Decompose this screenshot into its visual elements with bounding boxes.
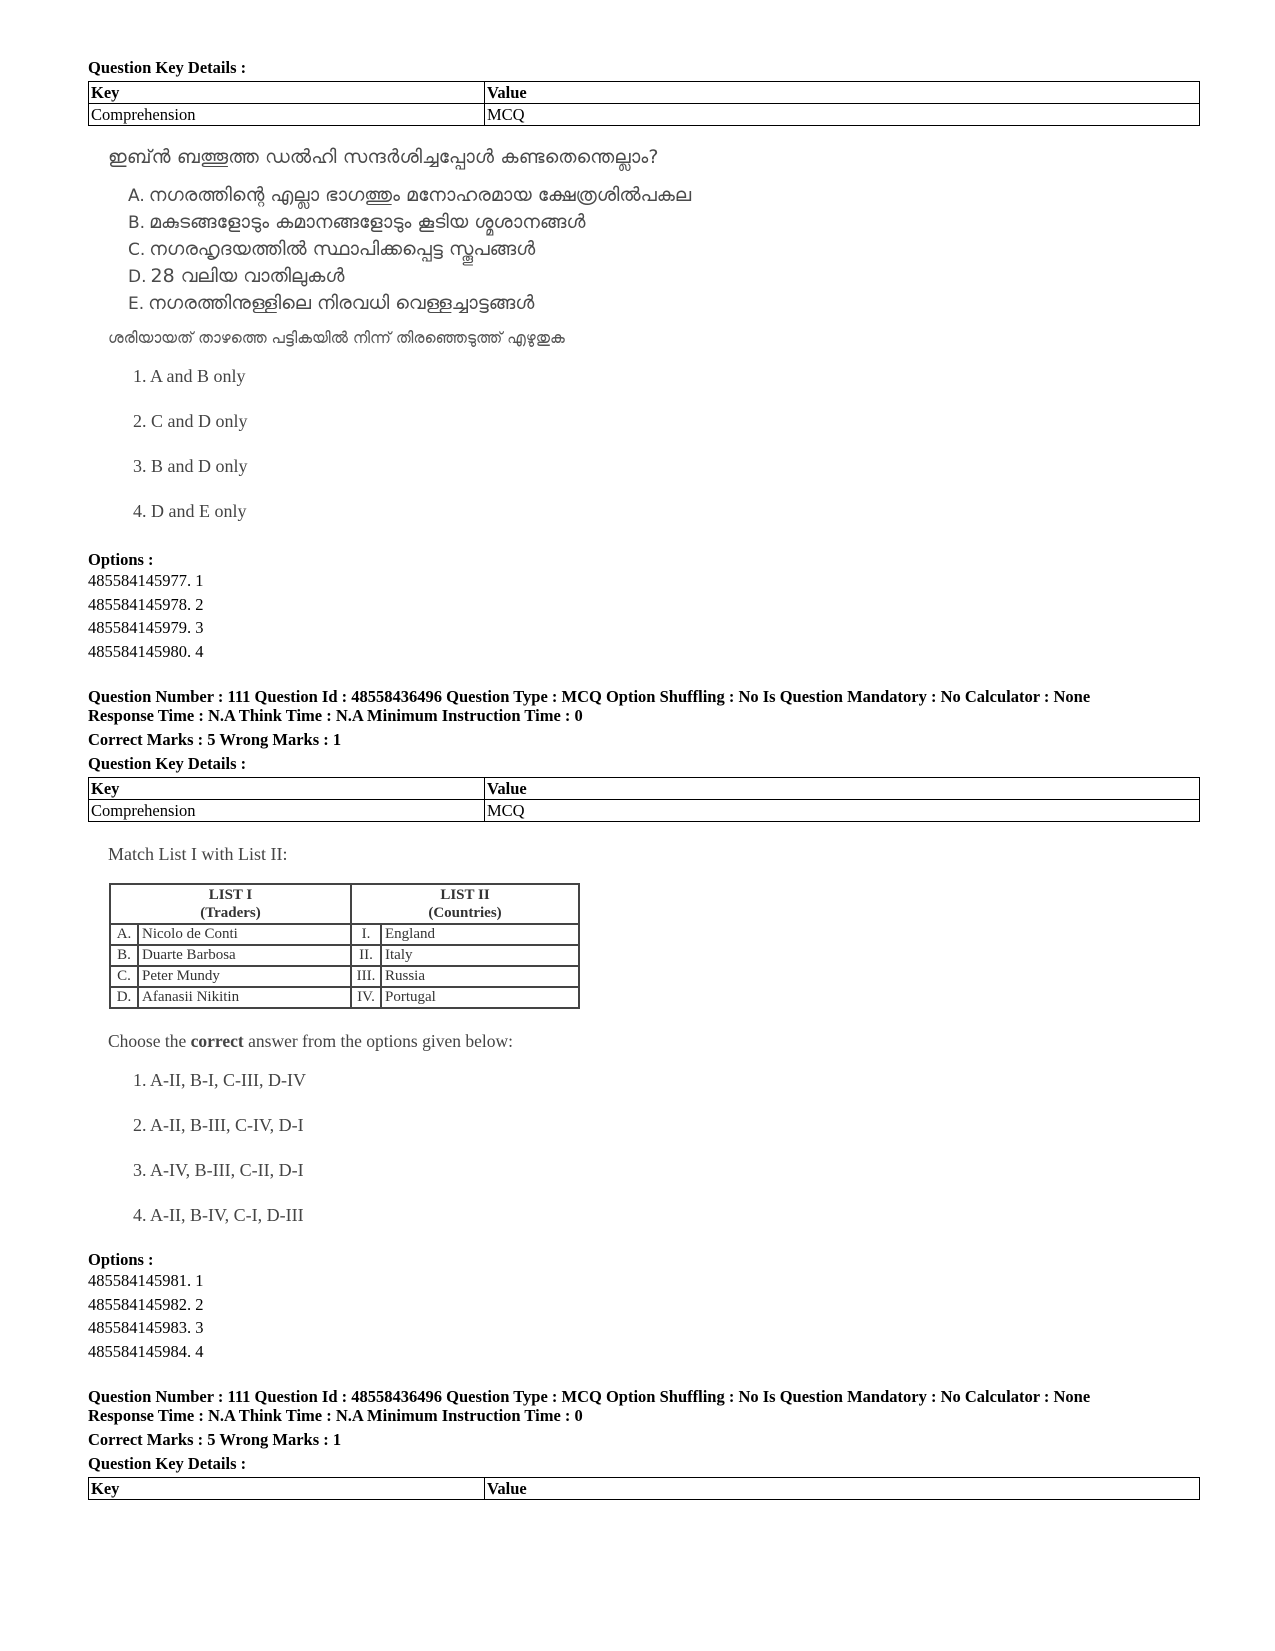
list-item: 485584145980. 4 — [88, 641, 204, 661]
trader-name: Nicolo de Conti — [138, 924, 351, 945]
key-details-table — [88, 777, 1200, 822]
options-list — [88, 569, 1200, 663]
row-letter: C. — [110, 966, 138, 987]
country-name: England — [381, 924, 579, 945]
answer-option: 1. A-II, B-I, C-III, D-IV — [133, 1070, 306, 1090]
marks-line: Correct Marks : 5 Wrong Marks : 1 — [88, 1430, 342, 1449]
row-letter: B. — [110, 945, 138, 966]
row-letter: D. — [110, 987, 138, 1008]
key-details-table — [88, 1477, 1200, 1500]
answer-option-list — [133, 1070, 1200, 1250]
table-header-row — [89, 778, 1200, 800]
statement-item: A. നഗരത്തിന്റെ എല്ലാ ഭാഗത്തും മനോഹരമായ ക്ഷേത്രശിൽപകല — [128, 184, 692, 206]
col-key-header: Key — [89, 82, 485, 104]
match-table — [109, 883, 580, 1009]
list-item: 485584145977. 1 — [88, 571, 204, 590]
col-key-header: Key — [89, 1478, 485, 1500]
list-item: 485584145982. 2 — [88, 1294, 204, 1314]
table-row — [110, 924, 579, 945]
statement-item: D. 28 വലിയ വാതിലുകൾ — [128, 265, 345, 287]
question-meta — [88, 687, 1200, 725]
table-row — [110, 987, 579, 1008]
list-item: 485584145983. 3 — [88, 1318, 204, 1337]
marks-line: Correct Marks : 5 Wrong Marks : 1 — [88, 730, 342, 749]
country-name: Russia — [381, 966, 579, 987]
list-item: 485584145981. 1 — [88, 1271, 204, 1290]
col-value-header: Value — [485, 1478, 1200, 1500]
question-instruction: ശരിയായത് താഴത്തെ പട്ടികയിൽ നിന്ന് തിരഞ്ഞെടുത്ത് എഴുതുക — [108, 329, 565, 347]
question-text: ഇബ്ൻ ബത്തൂത്ത ഡൽഹി സന്ദർശിച്ചപ്പോൾ കണ്ടതെന്തെല്ലാം? — [108, 146, 659, 168]
choose-instruction: Choose the correct answer from the options given below: — [108, 1031, 514, 1051]
answer-option: 4. A-II, B-IV, C-I, D-III — [133, 1205, 304, 1225]
statement-item: C. നഗരഹൃദയത്തിൽ സ്ഥാപിക്കപ്പെട്ട സ്തൂപങ്ങൾ — [128, 238, 536, 260]
question-text: Match List I with List II: — [108, 844, 288, 864]
options-label: Options : — [88, 1250, 154, 1269]
list2-header: LIST II (Countries) — [351, 884, 579, 924]
col-key-header: Key — [89, 778, 485, 800]
table-header-row — [89, 82, 1200, 104]
row-numeral: II. — [351, 945, 381, 966]
table-row — [110, 945, 579, 966]
col-value-header: Value — [485, 82, 1200, 104]
answer-option: 2. C and D only — [133, 411, 248, 431]
answer-option-list — [133, 366, 1200, 546]
table-row — [89, 104, 1200, 126]
answer-option: 4. D and E only — [133, 501, 247, 521]
list-item: 485584145984. 4 — [88, 1341, 204, 1361]
statement-item: B. മകുടങ്ങളോടും കമാനങ്ങളോടും കൂടിയ ശ്മശാനങ്ങൾ — [128, 211, 586, 233]
table-row — [89, 800, 1200, 822]
answer-option: 1. A and B only — [133, 366, 246, 386]
options-list — [88, 1269, 1200, 1363]
country-name: Italy — [381, 945, 579, 966]
statement-item: E. നഗരത്തിനുള്ളിലെ നിരവധി വെള്ളച്ചാട്ടങ്ങൾ — [128, 292, 535, 314]
trader-name: Afanasii Nikitin — [138, 987, 351, 1008]
list-item: 485584145978. 2 — [88, 594, 204, 614]
key-cell: Comprehension — [89, 800, 485, 822]
row-numeral: III. — [351, 966, 381, 987]
country-name: Portugal — [381, 987, 579, 1008]
key-details-label: Question Key Details : — [88, 1454, 247, 1473]
meta-line: Response Time : N.A Think Time : N.A Minimum Instruction Time : 0 — [88, 1406, 583, 1425]
match-table-header — [110, 884, 579, 924]
value-cell: MCQ — [485, 104, 1200, 126]
list1-header: LIST I (Traders) — [110, 884, 351, 924]
answer-option: 3. A-IV, B-III, C-II, D-I — [133, 1160, 304, 1180]
options-label: Options : — [88, 550, 154, 569]
value-cell: MCQ — [485, 800, 1200, 822]
document-page — [88, 58, 1200, 1500]
question-image — [88, 844, 1200, 1250]
trader-name: Duarte Barbosa — [138, 945, 351, 966]
meta-line: Question Number : 111 Question Id : 48558436496 Question Type : MCQ Option Shuffling : No Is Question Mandatory : No Calculator : None — [88, 1387, 1091, 1406]
key-cell: Comprehension — [89, 104, 485, 126]
col-value-header: Value — [485, 778, 1200, 800]
statement-list — [128, 182, 1200, 317]
table-row — [110, 966, 579, 987]
list-item: 485584145979. 3 — [88, 618, 204, 637]
question-meta — [88, 1387, 1200, 1425]
row-numeral: IV. — [351, 987, 381, 1008]
answer-option: 2. A-II, B-III, C-IV, D-I — [133, 1115, 304, 1135]
answer-option: 3. B and D only — [133, 456, 248, 476]
trader-name: Peter Mundy — [138, 966, 351, 987]
row-numeral: I. — [351, 924, 381, 945]
question-image — [88, 146, 1200, 546]
key-details-label: Question Key Details : — [88, 754, 247, 773]
row-letter: A. — [110, 924, 138, 945]
meta-line: Question Number : 111 Question Id : 48558436496 Question Type : MCQ Option Shuffling : No Is Question Mandatory : No Calculator : None — [88, 687, 1091, 706]
key-details-table — [88, 81, 1200, 126]
meta-line: Response Time : N.A Think Time : N.A Minimum Instruction Time : 0 — [88, 706, 583, 725]
key-details-label: Question Key Details : — [88, 58, 247, 77]
table-header-row — [89, 1478, 1200, 1500]
